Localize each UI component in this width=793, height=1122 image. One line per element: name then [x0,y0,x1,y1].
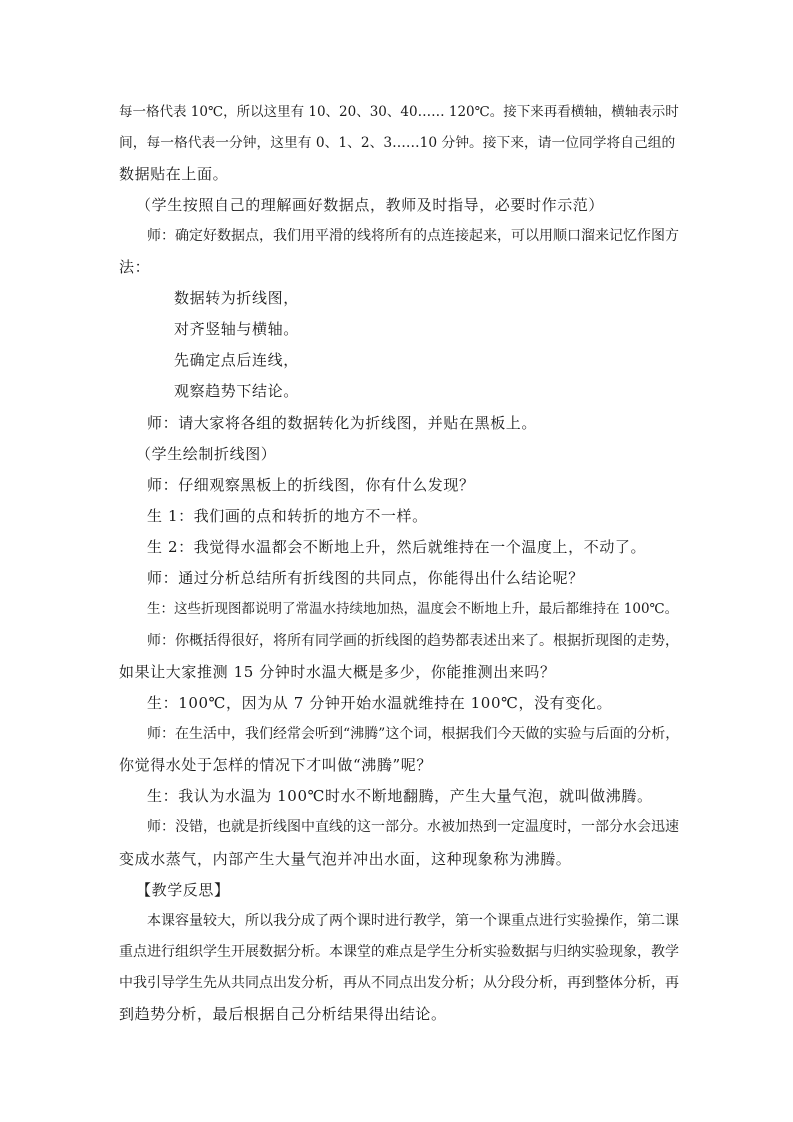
paragraph-line: 生：这些折现图都说明了常温水持续地加热，温度会不断地上升，最后都维持在 100℃。 [147,601,679,617]
paragraph-line: 到趋势分析，最后根据自己分析结果得出结论。 [119,1005,447,1023]
paragraph-line: 师：在生活中，我们经常会听到“沸腾”这个词，根据我们今天做的实验与后面的分析， [147,726,680,742]
paragraph-line: 生 2：我觉得水温都会不断地上升，然后就维持在一个温度上，不动了。 [147,538,647,556]
paragraph-line: 生 1：我们画的点和转折的地方不一样。 [147,507,428,525]
paragraph-line: 师：确定好数据点，我们用平滑的线将所有的点连接起来，可以用顺口溜来记忆作图方 [147,228,679,244]
paragraph-line: 数据贴在上面。 [119,165,229,183]
rhyme-line: 数据转为折线图， [174,289,299,307]
paragraph-line: 生：100℃，因为从 7 分钟开始水温就维持在 100℃，没有变化。 [147,694,613,712]
paragraph-line: 重点进行组织学生开展数据分析。本课堂的难点是学生分析实验数据与归纳实验现象，教学 [119,944,679,960]
paragraph-line: 生：我认为水温为 100℃时水不断地翻腾，产生大量气泡，就叫做沸腾。 [147,787,653,805]
paragraph-line: 师：你概括得很好，将所有同学画的折线图的趋势都表述出来了。根据折现图的走势， [147,633,679,649]
paragraph-line: （学生按照自己的理解画好数据点，教师及时指导，必要时作示范） [136,196,605,214]
paragraph-line: 师：仔细观察黑板上的折线图，你有什么发现？ [147,476,475,494]
paragraph-line: 师：通过分析总结所有折线图的共同点，你能得出什么结论呢？ [147,569,584,587]
paragraph-line: 间，每一格代表一分钟，这里有 0、1、2、3……10 分钟。接下来，请一位同学将自己组的 [119,135,676,151]
paragraph-line: 每一格代表 10℃，所以这里有 10、20、30、40…… 120℃。接下来再看横轴，横轴表示时 [119,104,679,120]
paragraph-line: 中我引导学生先从共同点出发分析，再从不同点出发分析；从分段分析，再到整体分析，再 [119,975,679,991]
section-heading: 【教学反思】 [136,881,230,899]
paragraph-line: 师：没错，也就是折线图中直线的这一部分。水被加热到一定温度时，一部分水会迅速 [147,819,679,835]
paragraph-line: 如果让大家推测 15 分钟时水温大概是多少，你能推测出来吗？ [119,663,556,681]
paragraph-line: 法： [119,258,151,276]
rhyme-line: 先确定点后连线， [174,351,299,369]
paragraph-line: 师：请大家将各组的数据转化为折线图，并贴在黑板上。 [147,414,538,432]
paragraph-line: 本课容量较大，所以我分成了两个课时进行教学，第一个课重点进行实验操作，第二课 [147,913,679,929]
rhyme-line: 观察趋势下结论。 [174,382,299,400]
paragraph-line: （学生绘制折线图） [136,445,277,463]
paragraph-line: 变成水蒸气，内部产生大量气泡并冲出水面，这种现象称为沸腾。 [119,850,572,868]
rhyme-line: 对齐竖轴与横轴。 [174,320,299,338]
paragraph-line: 你觉得水处于怎样的情况下才叫做“沸腾”呢？ [119,756,432,774]
